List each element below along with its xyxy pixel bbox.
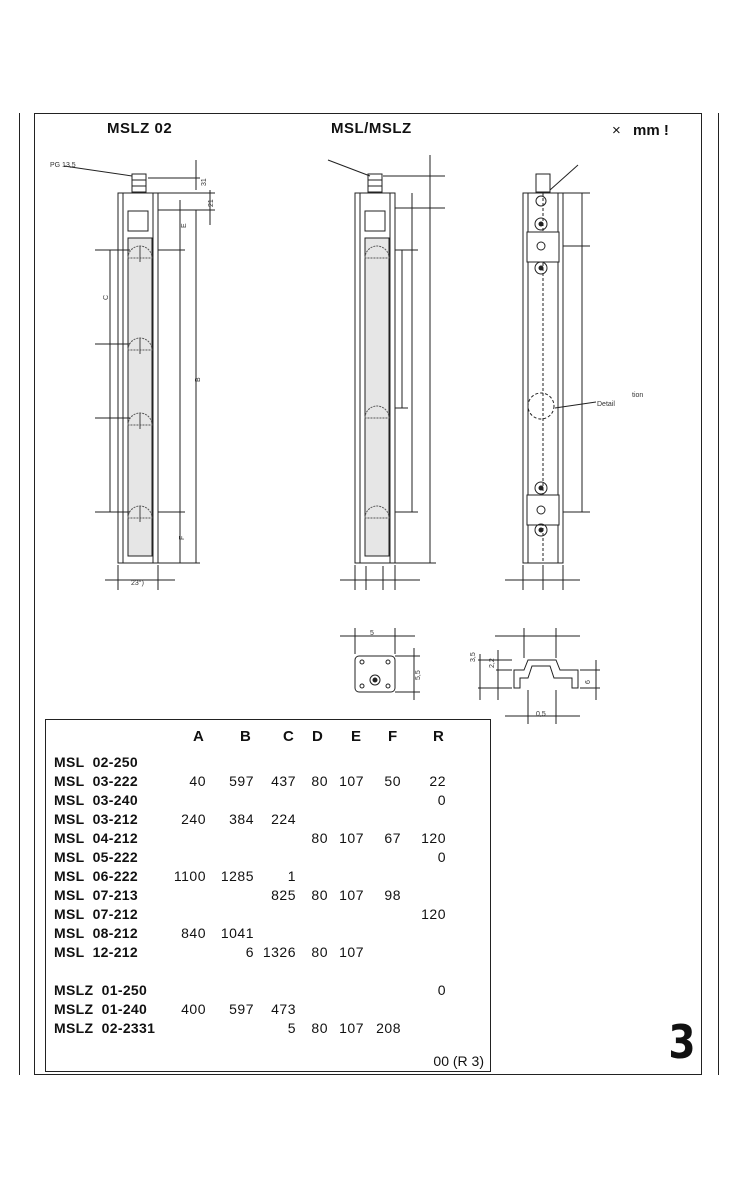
row-model-label: MSLZ 01-250	[54, 982, 148, 998]
row-model-label: MSL 12-212	[54, 944, 138, 960]
row-model-label: MSLZ 02-2331	[54, 1020, 156, 1036]
table-cell-c: 825	[271, 887, 296, 903]
table-cell-c: 437	[271, 773, 296, 789]
table-cell-a: 840	[181, 925, 206, 941]
table-cell-r: 0	[437, 792, 446, 808]
center-sensor-drawing	[328, 155, 445, 590]
row-model-label: MSL 03-212	[54, 811, 138, 827]
table-cell-d: 80	[311, 887, 328, 903]
table-cell-r: 120	[421, 830, 446, 846]
column-header-d: D	[312, 728, 323, 745]
table-footer: 00 (R 3)	[433, 1053, 484, 1069]
table-cell-c: 5	[287, 1020, 296, 1036]
table-cell-b: 6	[245, 944, 254, 960]
dim-23-label: 23°)	[131, 580, 144, 587]
dim-55-label: 5,5	[415, 670, 422, 680]
table-cell-b: 597	[229, 773, 254, 789]
table-cell-d: 80	[311, 830, 328, 846]
dim-b-label: B	[195, 377, 202, 382]
table-cell-r: 0	[437, 849, 446, 865]
rail-profile-drawing	[478, 628, 600, 724]
row-model-label: MSL 04-212	[54, 830, 138, 846]
left-sensor-drawing	[64, 160, 215, 590]
table-cell-r: 0	[437, 982, 446, 998]
row-model-label: MSL 03-240	[54, 792, 138, 808]
table-cell-c: 1	[287, 868, 296, 884]
table-cell-e: 107	[339, 1020, 364, 1036]
detail-label: Detail	[597, 401, 615, 408]
row-model-label: MSL 02-250	[54, 754, 138, 770]
dim-5-label: 5	[370, 630, 374, 637]
table-cell-a: 1100	[173, 868, 206, 884]
left-title: MSLZ 02	[107, 120, 173, 137]
center-title: MSL/MSLZ	[331, 120, 412, 137]
table-cell-d: 80	[311, 773, 328, 789]
row-model-label: MSL 08-212	[54, 925, 138, 941]
table-cell-e: 107	[339, 773, 364, 789]
unit-label: mm !	[633, 122, 669, 139]
table-cell-a: 400	[181, 1001, 206, 1017]
dim-c-label: C	[103, 294, 110, 300]
column-header-c: C	[283, 728, 294, 745]
dim-22-label: 2,2	[489, 658, 496, 668]
table-cell-e: 107	[339, 944, 364, 960]
table-cell-c: 1326	[262, 944, 296, 960]
table-cell-e: 107	[339, 830, 364, 846]
table-cell-f: 98	[384, 887, 401, 903]
table-cell-f: 50	[384, 773, 401, 789]
table-cell-c: 473	[271, 1001, 296, 1017]
row-model-label: MSL 03-222	[54, 773, 138, 789]
table-cell-b: 597	[229, 1001, 254, 1017]
dim-31-label: 31	[201, 178, 208, 186]
table-cell-a: 40	[189, 773, 206, 789]
page-number: 3	[668, 1015, 696, 1069]
table-cell-e: 107	[339, 887, 364, 903]
table-cell-b: 1041	[220, 925, 254, 941]
connector-view-drawing	[340, 628, 420, 700]
dim-21-label: 21	[208, 199, 215, 207]
dimension-table	[45, 719, 491, 1072]
dim-6-label: 6	[585, 680, 592, 684]
table-cell-f: 67	[384, 830, 401, 846]
row-model-label: MSL 07-213	[54, 887, 138, 903]
row-model-label: MSL 06-222	[54, 868, 138, 884]
table-cell-f: 208	[376, 1020, 401, 1036]
dim-05-label: 0,5	[536, 711, 546, 718]
table-cell-c: 224	[271, 811, 296, 827]
table-cell-a: 240	[181, 811, 206, 827]
pg-label: PG 13,5	[50, 162, 76, 169]
table-cell-b: 384	[229, 811, 254, 827]
table-cell-r: 120	[421, 906, 446, 922]
column-header-r: R	[433, 728, 444, 745]
row-model-label: MSL 05-222	[54, 849, 138, 865]
table-cell-d: 80	[311, 944, 328, 960]
unit-mark: ×	[612, 122, 621, 139]
column-header-a: A	[193, 728, 204, 745]
right-side-drawing	[505, 165, 596, 590]
table-cell-b: 1285	[220, 868, 254, 884]
table-cell-d: 80	[311, 1020, 328, 1036]
row-model-label: MSLZ 01-240	[54, 1001, 148, 1017]
table-cell-r: 22	[429, 773, 446, 789]
dim-35-label: 3,5	[470, 652, 477, 662]
column-header-f: F	[388, 728, 398, 745]
tion-label: tion	[632, 392, 644, 399]
dim-e-label: E	[181, 223, 188, 228]
column-header-e: E	[351, 728, 362, 745]
dim-f-label: F	[179, 535, 186, 540]
row-model-label: MSL 07-212	[54, 906, 138, 922]
column-header-b: B	[240, 728, 251, 745]
